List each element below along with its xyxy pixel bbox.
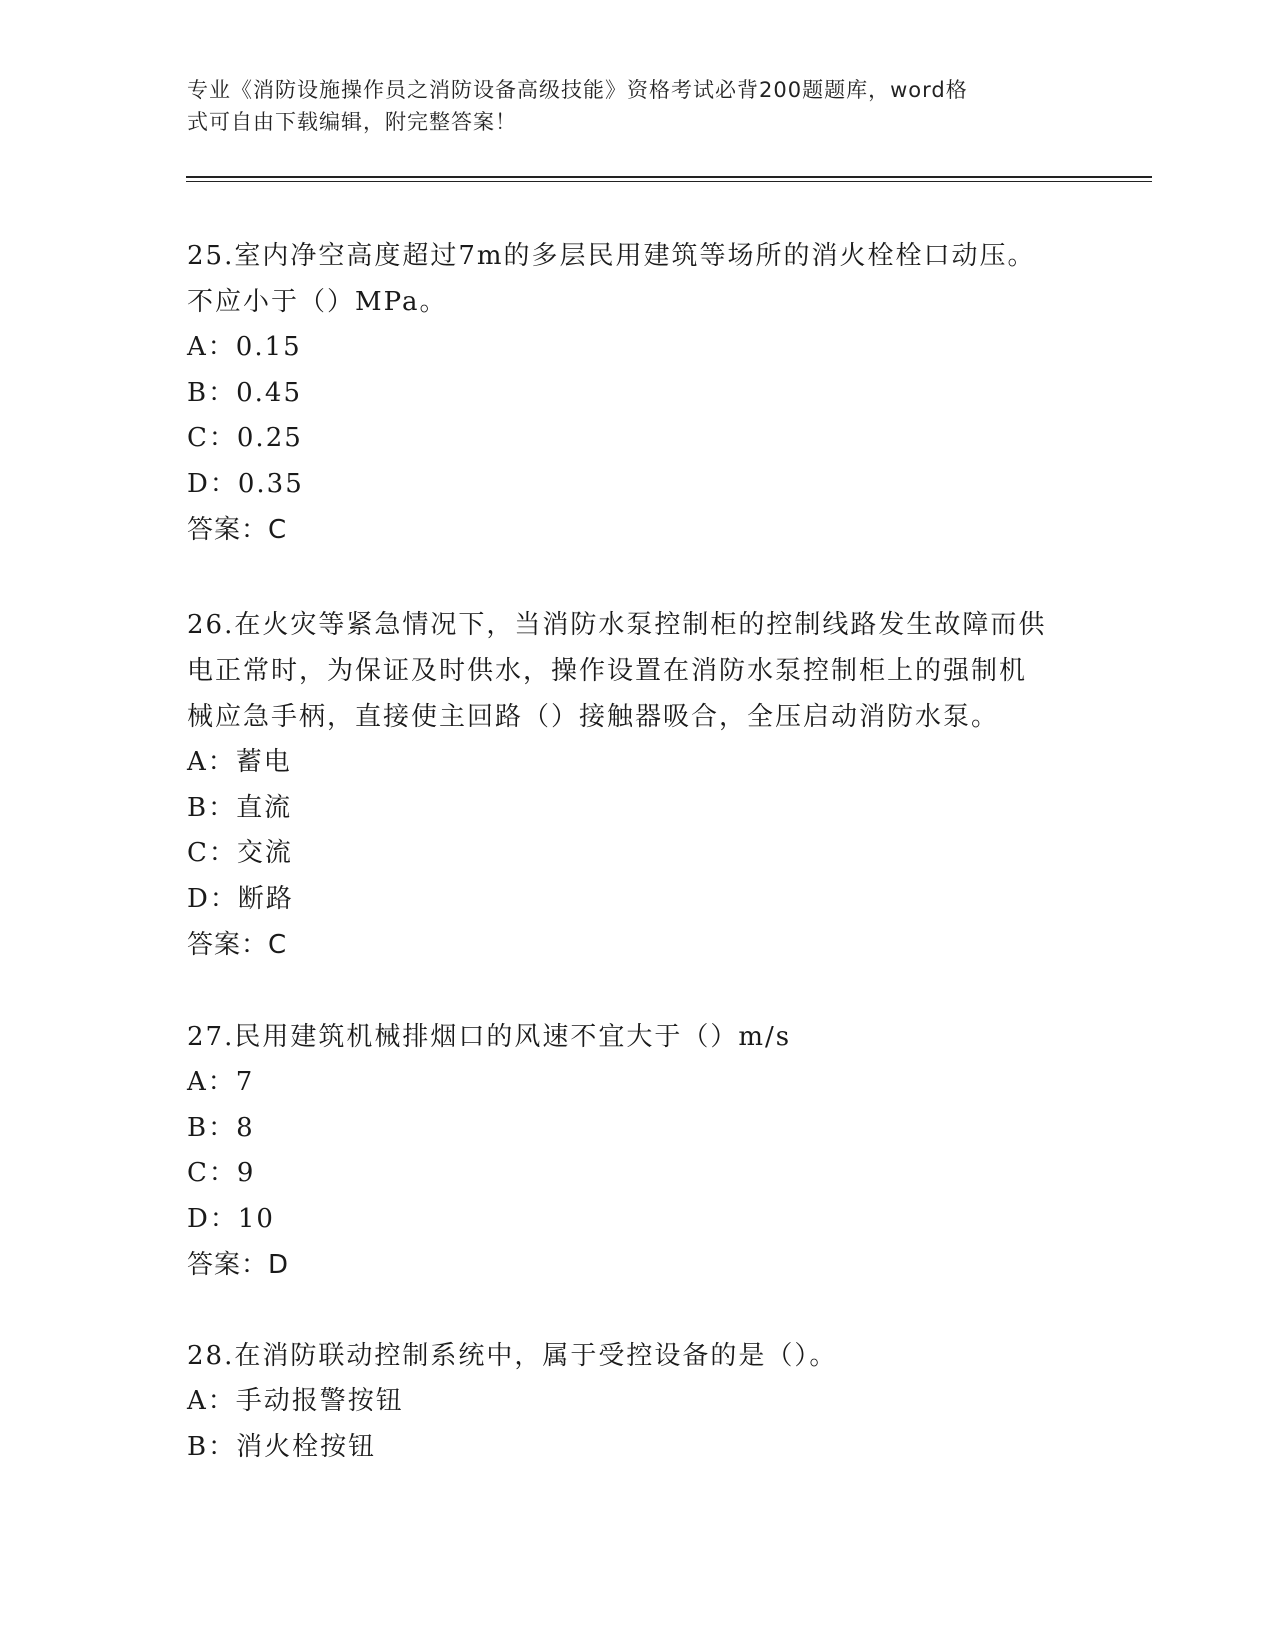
question-28 (187, 1333, 837, 1470)
answer: 答案：D (187, 1250, 290, 1280)
header-divider-thin (186, 181, 1152, 182)
header-line-2: 式可自由下载编辑，附完整答案！ (187, 110, 517, 134)
option-d: D：10 (187, 1203, 275, 1234)
question-27 (187, 1014, 791, 1288)
option-c: C：0.25 (187, 423, 303, 453)
option-c: C：交流 (187, 838, 293, 868)
question-text-line: 电正常时，为保证及时供水，操作设置在消防水泵控制柜上的强制机 (187, 656, 1028, 686)
question-text-line: 27.民用建筑机械排烟口的风速不宜大于（）m/s (187, 1022, 792, 1052)
question-text-line: 25.室内净空高度超过7m的多层民用建筑等场所的消火栓栓口动压。 (187, 241, 1036, 271)
question-text-line: 26.在火灾等紧急情况下，当消防水泵控制柜的控制线路发生故障而供 (187, 610, 1047, 640)
option-b: B：消火栓按钮 (187, 1431, 377, 1462)
header-line-1: 专业《消防设施操作员之消防设备高级技能》资格考试必背200题题库，word格 (187, 78, 968, 102)
header-divider-thick (186, 176, 1152, 178)
question-26 (187, 602, 1046, 968)
question-25 (187, 233, 1036, 553)
document-header (187, 74, 1067, 138)
option-c: C：9 (187, 1158, 256, 1188)
question-text-line: 不应小于（）MPa。 (187, 287, 448, 317)
option-a: A：蓄电 (187, 747, 292, 777)
question-text-line: 28.在消防联动控制系统中，属于受控设备的是（）。 (187, 1341, 838, 1371)
option-a: A：7 (187, 1067, 255, 1097)
question-text-line: 械应急手柄，直接使主回路（）接触器吸合，全压启动消防水泵。 (187, 702, 1000, 732)
option-b: B：0.45 (187, 377, 302, 408)
option-d: D：断路 (187, 883, 294, 914)
option-b: B：8 (187, 1112, 255, 1143)
answer: 答案：C (187, 515, 288, 545)
option-b: B：直流 (187, 792, 293, 823)
option-a: A：手动报警按钮 (187, 1386, 404, 1416)
answer: 答案：C (187, 930, 288, 960)
option-a: A：0.15 (187, 332, 302, 362)
option-d: D：0.35 (187, 468, 304, 499)
